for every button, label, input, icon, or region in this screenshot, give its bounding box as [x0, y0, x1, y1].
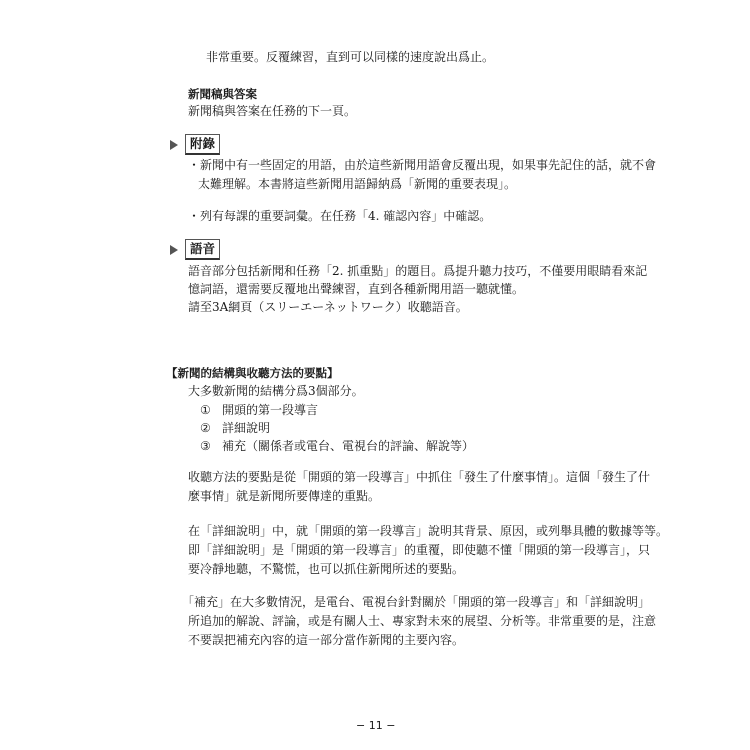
page-number: − 11 − [356, 719, 396, 732]
para-2-line-3: 要冷靜地聽，不驚慌，也可以抓住新聞所述的要點。 [188, 562, 465, 576]
para-3-line-1: 「補充」在大多數情況，是電台、電視台針對關於「開頭的第一段導言」和「詳細說明」 [182, 595, 651, 609]
item-number: ② [200, 421, 211, 435]
item-text: 開頭的第一段導言 [222, 403, 319, 417]
audio-line-1: 語音部分包括新聞和任務「2. 抓重點」的題目。爲提升聽力技巧，不僅要用眼睛看來記 [188, 264, 648, 278]
audio-heading [170, 239, 220, 260]
news-script-heading: 新聞稿與答案 [188, 87, 257, 101]
item-number: ③ [200, 439, 211, 453]
triangle-marker-icon [170, 245, 178, 255]
audio-line-3: 請至3A網頁（スリーエーネットワーク）收聽語音。 [188, 300, 468, 314]
audio-line-2: 憶詞語，還需要反覆地出聲練習，直到各種新聞用語一聽就懂。 [188, 282, 525, 296]
triangle-marker-icon [170, 140, 178, 150]
structure-item-1 [200, 401, 318, 419]
structure-item-2 [200, 419, 270, 437]
para-1-line-1: 收聽方法的要點是從「開頭的第一段導言」中抓住「發生了什麼事情」。這個「發生了什 [188, 470, 651, 484]
para-3-line-2: 所追加的解說、評論，或是有關人士、專家對未來的展望、分析等。非常重要的是，注意 [188, 614, 657, 628]
audio-label: 語音 [185, 239, 220, 260]
news-script-text: 新聞稿與答案在任務的下一頁。 [188, 104, 357, 118]
structure-intro: 大多數新聞的結構分爲3個部分。 [188, 384, 364, 398]
item-number: ① [200, 403, 211, 417]
structure-heading: 【新聞的結構與收聽方法的要點】 [166, 366, 339, 380]
appendix-heading [170, 134, 220, 155]
appendix-bullet-1-line-1: ・新聞中有一些固定的用語，由於這些新聞用語會反覆出現，如果事先記住的話，就不會 [188, 158, 657, 172]
item-text: 詳細說明 [222, 421, 271, 435]
top-line: 非常重要。反覆練習，直到可以同樣的速度說出爲止。 [206, 50, 495, 64]
para-3-line-3: 不要誤把補充內容的這一部分當作新聞的主要內容。 [188, 633, 465, 647]
appendix-bullet-2: ・列有每課的重要詞彙。在任務「4. 確認內容」中確認。 [188, 209, 492, 223]
structure-item-3 [200, 437, 474, 455]
appendix-bullet-1-line-2: 太難理解。本書將這些新聞用語歸納爲「新聞的重要表現」。 [198, 177, 517, 191]
para-2-line-2: 即「詳細說明」是「開頭的第一段導言」的重覆，即使聽不懂「開頭的第一段導言」，只 [188, 543, 651, 557]
para-1-line-2: 麼事情」就是新聞所要傳達的重點。 [188, 489, 381, 503]
para-2-line-1: 在「詳細說明」中，就「開頭的第一段導言」說明其背景、原因，或列舉具體的數據等等。 [188, 524, 669, 538]
item-text: 補充（關係者或電台、電視台的評論、解說等） [222, 439, 475, 453]
appendix-label: 附錄 [185, 134, 220, 155]
